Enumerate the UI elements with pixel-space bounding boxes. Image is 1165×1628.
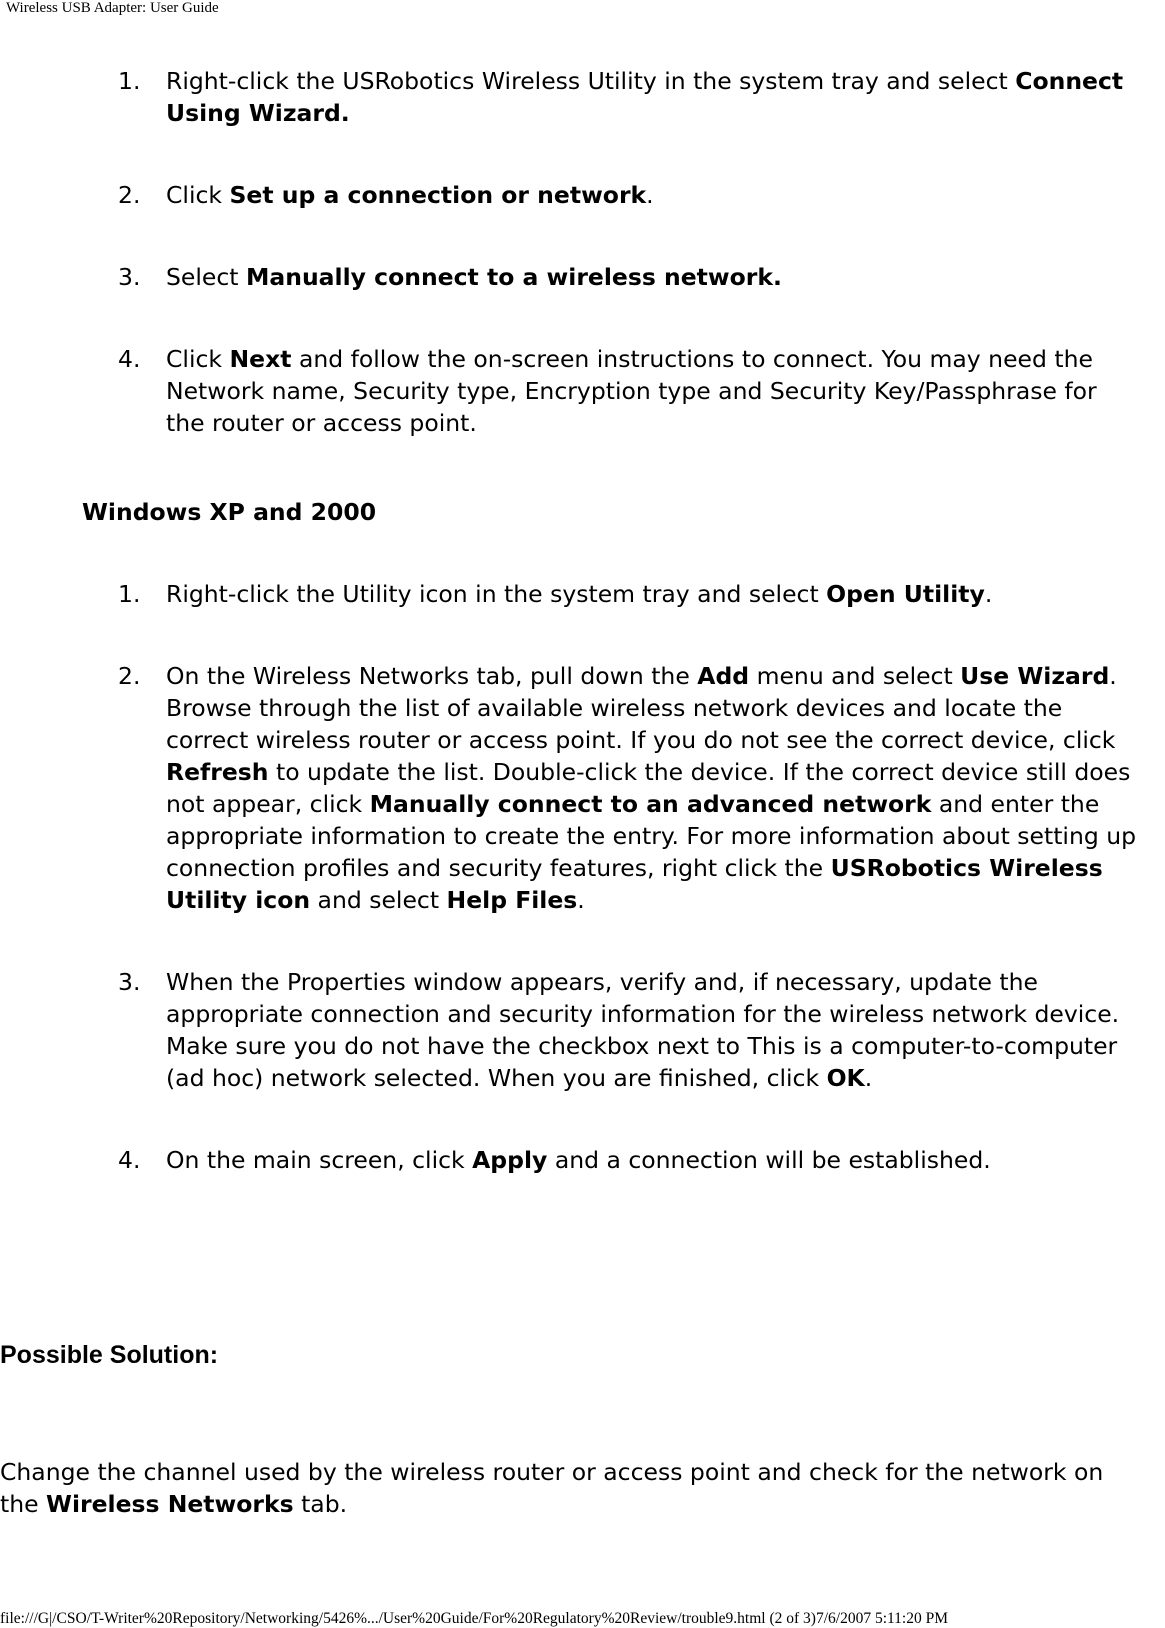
wizard-steps-list bbox=[0, 65, 1165, 489]
list-item bbox=[0, 179, 1141, 211]
step-text: When the Properties window appears, verify and, if necessary, update the appropriate connection and security information for the wireless network device. Make sure you do not have the checkbox next to This is a computer-to-computer (ad hoc) network selected. When you are finished, click OK. bbox=[166, 968, 1120, 1092]
page-header: Wireless USB Adapter: User Guide bbox=[6, 0, 219, 16]
step-number: 4. bbox=[118, 345, 141, 373]
step-text: On the Wireless Networks tab, pull down the Add menu and select Use Wizard. Browse through the list of available wireless network devices and locate the correct wireless router or access point. If you do not see the correct device, click Refresh to update the list. Double-click the device. If the correct device still does not appear, click Manually connect to an advanced network and enter the appropriate information to create the entry. For more information about setting up connection profiles and security features, right click the USRobotics Wireless Utility icon and select Help Files. bbox=[166, 662, 1137, 914]
step-text: Click Next and follow the on-screen instructions to connect. You may need the Network name, Security type, Encryption type and Security Key/Passphrase for the router or access point. bbox=[166, 345, 1097, 437]
step-number: 3. bbox=[118, 263, 141, 291]
step-text: Click Set up a connection or network. bbox=[166, 181, 654, 209]
step-number: 2. bbox=[118, 662, 141, 690]
step-text: Right-click the USRobotics Wireless Utility in the system tray and select Connect Using Wizard. bbox=[166, 67, 1124, 127]
step-text: Right-click the Utility icon in the system tray and select Open Utility. bbox=[166, 580, 993, 608]
list-item bbox=[0, 65, 1141, 129]
list-item bbox=[0, 261, 1141, 293]
list-item bbox=[0, 660, 1141, 916]
step-number: 1. bbox=[118, 580, 141, 608]
xp-2000-steps-list bbox=[0, 578, 1165, 1226]
step-number: 2. bbox=[118, 181, 141, 209]
section-title: Possible Solution: bbox=[0, 1341, 219, 1369]
list-item bbox=[0, 343, 1141, 439]
section-subheading: Windows XP and 2000 bbox=[82, 498, 377, 526]
solution-paragraph: Change the channel used by the wireless router or access point and check for the network on the Wireless Networks tab. bbox=[0, 1458, 1104, 1518]
list-item bbox=[0, 578, 1141, 610]
page-footer: file:///G|/CSO/T-Writer%20Repository/Networking/5426%.../User%20Guide/For%20Regulatory%20Review/trouble9.html (2 of 3)7/6/2007 5:11:20 PM bbox=[0, 1610, 949, 1627]
list-item bbox=[0, 1144, 1141, 1176]
step-text: Select Manually connect to a wireless network. bbox=[166, 263, 782, 291]
step-text: On the main screen, click Apply and a connection will be established. bbox=[166, 1146, 991, 1174]
step-number: 3. bbox=[118, 968, 141, 996]
step-number: 4. bbox=[118, 1146, 141, 1174]
list-item bbox=[0, 966, 1141, 1094]
step-number: 1. bbox=[118, 67, 141, 95]
